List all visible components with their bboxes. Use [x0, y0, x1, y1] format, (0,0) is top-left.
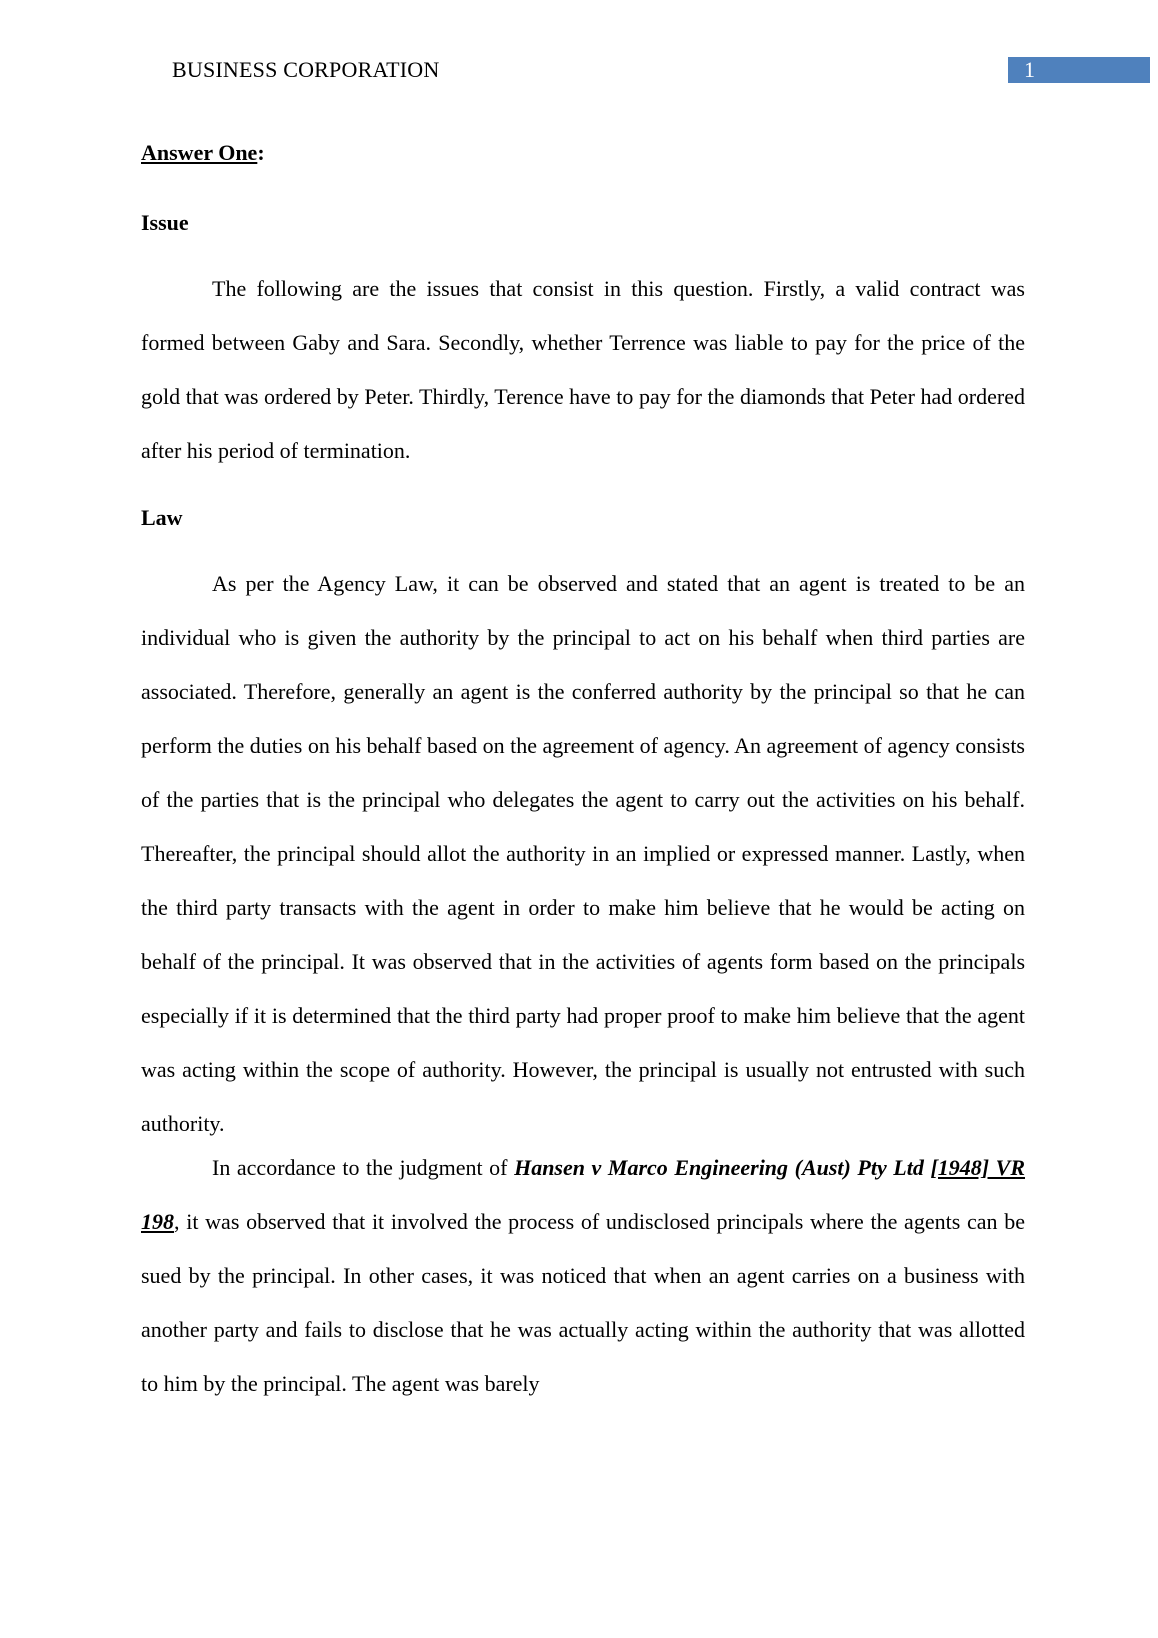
answer-heading-colon: :	[257, 140, 265, 165]
issue-heading: Issue	[141, 210, 189, 235]
page-number-box	[1008, 57, 1150, 83]
law-heading: Law	[141, 505, 183, 530]
case-name: Hansen v Marco Engineering (Aust) Pty Ltd	[514, 1155, 924, 1180]
issue-paragraph: The following are the issues that consist in this question. Firstly, a valid contract was formed between Gaby and Sara. Secondly, whether Terrence was liable to pay for the price of the gold that was ordered by Peter. Thirdly, Terence have to pay for the diamonds that Peter had ordered after his period of termination.	[141, 276, 1025, 463]
law-paragraph-2-lead: In accordance to the judgment of	[212, 1155, 515, 1180]
law-paragraph-2	[141, 1141, 1025, 1411]
case-citation: [1948] VR 198	[141, 1155, 1026, 1234]
answer-heading-text: Answer One	[141, 140, 258, 165]
running-head: BUSINESS CORPORATION	[172, 57, 440, 82]
law-paragraph-2-rest: , it was observed that it involved the process of undisclosed principals where the agents can be sued by the principal. In other cases, it was noticed that when an agent carries on a business with another party and fails to disclose that he was actually acting within the authority that was allotted to him by the principal. The agent was barely	[141, 1209, 1025, 1396]
page-number: 1	[1024, 57, 1035, 82]
law-paragraph-1: As per the Agency Law, it can be observed and stated that an agent is treated to be an individual who is given the authority by the principal to act on his behalf when third parties are associated. Therefore, generally an agent is the conferred authority by the principal so that he can perform the duties on his behalf based on the agreement of agency. An agreement of agency consists of the parties that is the principal who delegates the agent to carry out the activities on his behalf. Thereafter, the principal should allot the authority in an implied or expressed manner. Lastly, when the third party transacts with the agent in order to make him believe that he would be acting on behalf of the principal. It was observed that in the activities of agents form based on the principals especially if it is determined that the third party had proper proof to make him believe that the agent was acting within the scope of authority. However, the principal is usually not entrusted with such authority.	[141, 571, 1025, 1136]
answer-heading	[141, 140, 265, 166]
